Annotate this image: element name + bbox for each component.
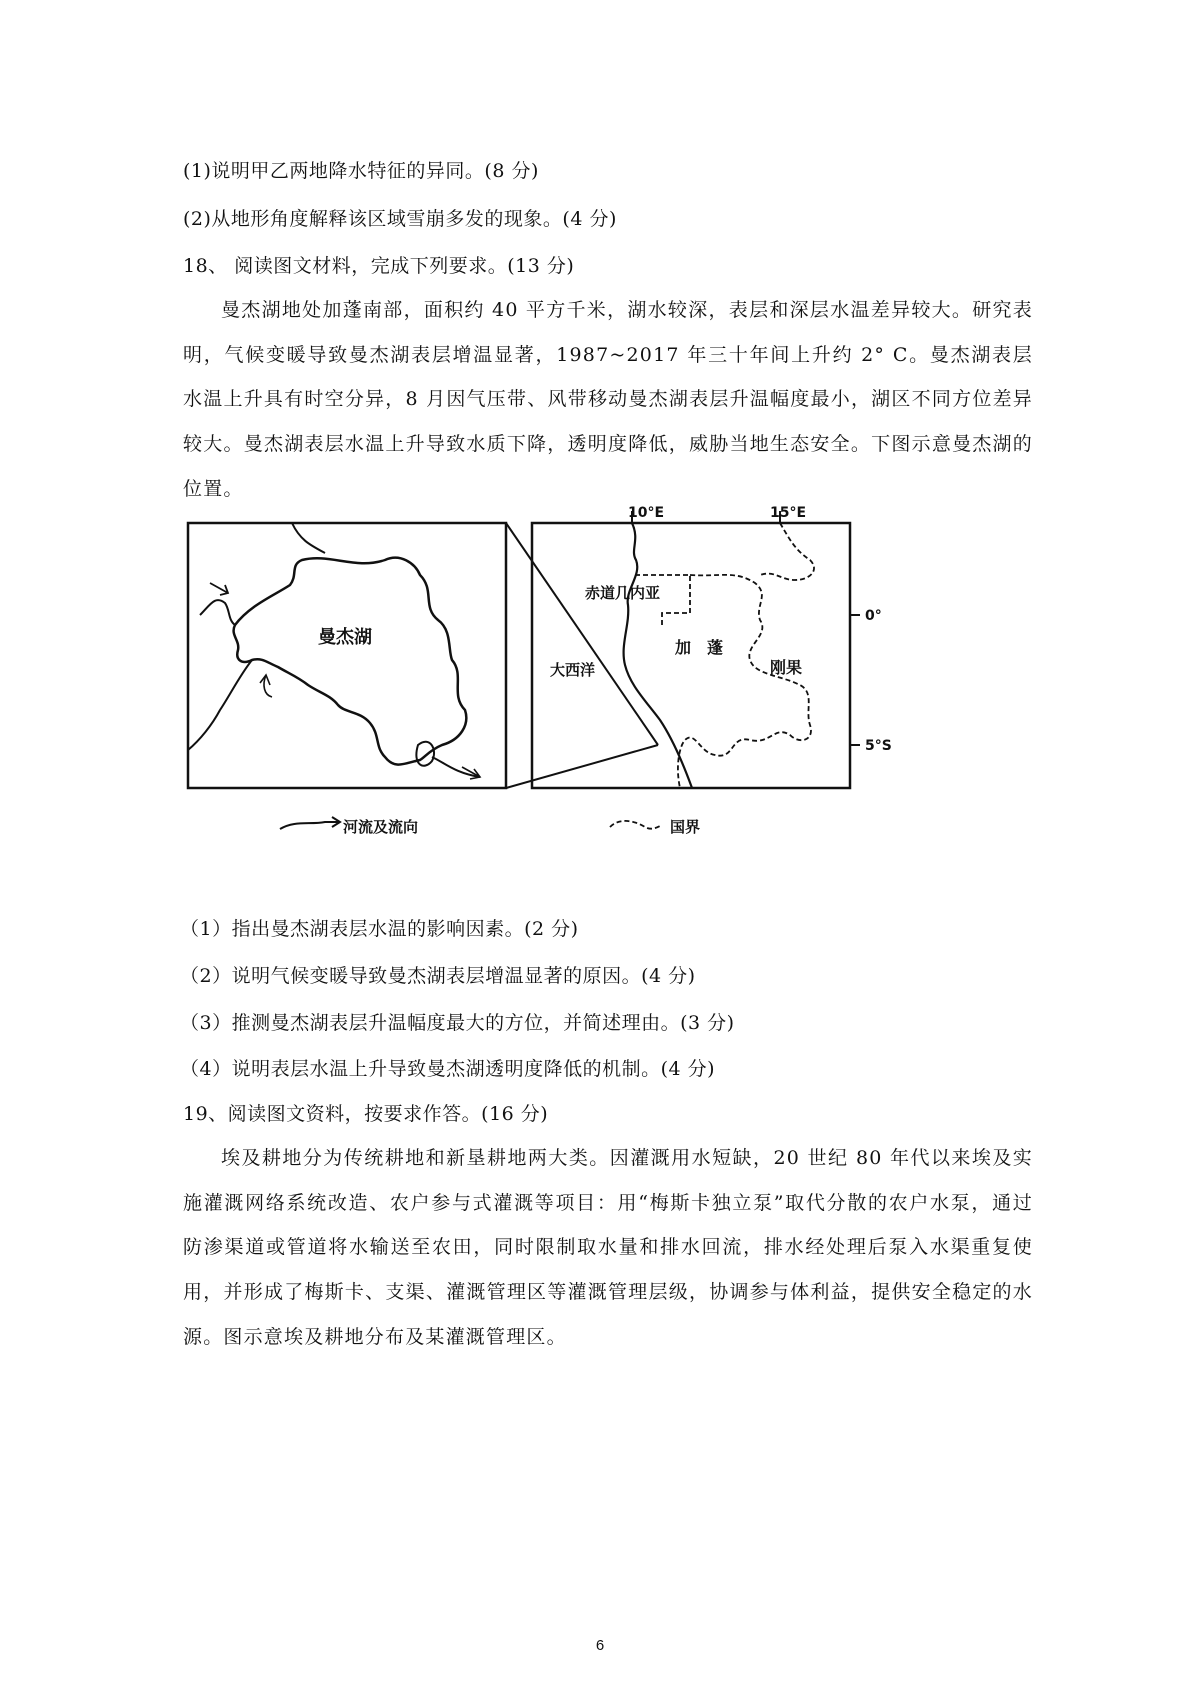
congo-label: 刚果 <box>770 658 803 677</box>
connector-line-bottom <box>506 745 658 788</box>
regional-map-panel <box>532 505 892 788</box>
q17-sub1: (1)说明甲乙两地降水特征的异同。(8 分) <box>183 160 539 182</box>
river-arrow-west <box>210 583 228 595</box>
lake-outline <box>234 558 467 765</box>
q19-paragraph: 埃及耕地分为传统耕地和新垦耕地两大类。因灌溉用水短缺，20 世纪 80 年代以来埃及实施灌溉网络系统改造、农户参与式灌溉等项目：用“梅斯卡独立泵”取代分散的农户水泵，通过防渗渠道或管道将水输送至农田，同时限制取水量和排水回流，排水经处理后泵入水渠重复使用，并形成了梅斯卡、支渠、灌溉管理区等灌溉管理层级，协调参与体利益，提供安全稳定的水源。图示意埃及耕地分布及某灌溉管理区。 <box>183 1147 1033 1348</box>
lat-5s-label: 5°S <box>865 738 892 754</box>
q17-sub2: (2)从地形角度解释该区域雪崩多发的现象。(4 分) <box>183 208 617 230</box>
gabon-label: 加 蓬 <box>675 638 724 657</box>
q18-paragraph: 曼杰湖地处加蓬南部，面积约 40 平方千米，湖水较深，表层和深层水温差异较大。研究表明，气候变暖导致曼杰湖表层增温显著，1987~2017 年三十年间上升约 2° C。曼杰湖表层水温上升具有时空分异，8 月因气压带、风带移动曼杰湖表层升温幅度最小，湖区不同方位差异较大。曼杰湖表层水温上升导致水质下降，透明度降低，威胁当地生态安全。下图示意曼杰湖的位置。 <box>183 299 1033 500</box>
river-outflow-channel <box>432 757 480 777</box>
river-arrow-south <box>260 675 272 697</box>
legend-river-symbol <box>280 817 340 829</box>
legend-river-label: 河流及流向 <box>343 818 419 836</box>
legend-border-label: 国界 <box>670 818 701 836</box>
lon-10e-label: 10°E <box>628 505 665 521</box>
q18-sub2: （2）说明气候变暖导致曼杰湖表层增温显著的原因。(4 分) <box>180 965 696 987</box>
legend-border-symbol <box>610 821 662 829</box>
river-southwest <box>188 660 252 750</box>
lat-0-label: 0° <box>865 608 882 624</box>
q18-heading: 18、 阅读图文材料，完成下列要求。(13 分) <box>183 255 575 277</box>
lake-label: 曼杰湖 <box>318 627 372 648</box>
page-number: 6 <box>595 1637 605 1654</box>
river-inflow-north <box>292 523 325 553</box>
q18-sub3: （3）推测曼杰湖表层升温幅度最大的方位，并简述理由。(3 分) <box>180 1012 735 1034</box>
river-outflow <box>416 742 434 766</box>
lon-15e-label: 15°E <box>770 505 807 521</box>
q18-sub1: （1）指出曼杰湖表层水温的影响因素。(2 分) <box>180 918 579 940</box>
q18-sub4: （4）说明表层水温上升导致曼杰湖透明度降低的机制。(4 分) <box>180 1058 716 1080</box>
eq-guinea-label: 赤道几内亚 <box>585 584 661 602</box>
map-legend <box>280 817 700 836</box>
border-north <box>760 523 814 580</box>
q19-heading: 19、阅读图文资料，按要求作答。(16 分) <box>183 1103 549 1125</box>
border-gabon-congo <box>678 575 811 788</box>
atlantic-label: 大西洋 <box>550 661 596 679</box>
river-inflow-west <box>200 600 235 625</box>
lake-location-map <box>180 505 900 840</box>
lake-detail-panel <box>188 523 506 788</box>
